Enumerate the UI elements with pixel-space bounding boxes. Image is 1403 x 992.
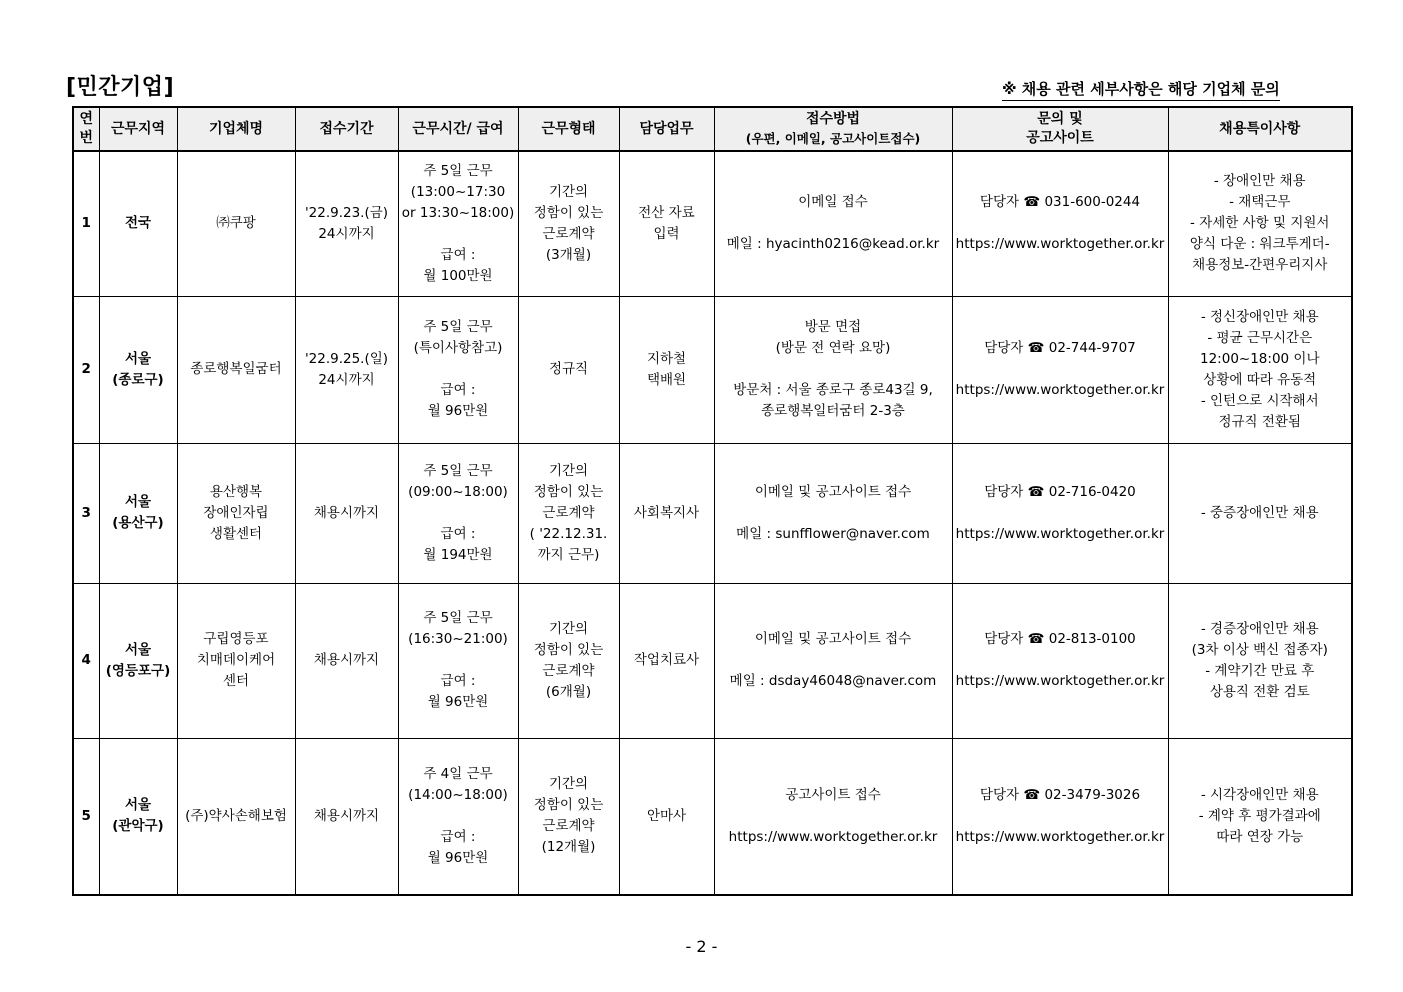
duty-line: 전산 자료: [638, 204, 695, 221]
contact-line: 담당자 ☎ 031-600-0244: [979, 194, 1141, 211]
contact-line: [956, 213, 1165, 234]
type-line: 기간의: [548, 183, 589, 200]
cell-period: [295, 443, 398, 583]
type-line: ( '22.12.31.: [529, 525, 608, 542]
notes-line: - 정신장애인만 채용: [1200, 308, 1319, 325]
hours-line: 급여 :: [440, 828, 476, 845]
notes-line: - 시각장애인만 채용: [1200, 786, 1319, 803]
page-number: - 2 -: [685, 937, 718, 956]
table-row: [73, 443, 1352, 583]
cell-duty: [619, 151, 714, 296]
duty-line: 입력: [653, 225, 680, 242]
cell-duty: [619, 738, 714, 895]
header-type: 근무형태: [518, 107, 619, 151]
hours-line: 급여 :: [440, 525, 476, 542]
cell-notes: [1168, 151, 1352, 296]
cell-method: [714, 738, 952, 895]
cell-method: [714, 151, 952, 296]
contact-line: 담당자 ☎ 02-3479-3026: [979, 786, 1141, 803]
hours-line: (16:30~21:00): [408, 631, 508, 647]
contact-line: [956, 806, 1165, 827]
hours-line: 급여 :: [440, 246, 476, 263]
type-line: 근로계약: [542, 225, 595, 242]
region-line: 서울: [124, 494, 152, 510]
cell-method: [714, 443, 952, 583]
method-line: 메일 : sunfflower@naver.com: [736, 525, 930, 542]
type-line: 근로계약: [542, 662, 595, 679]
cell-no: 2: [73, 296, 99, 443]
notes-line: - 인턴으로 시작해서: [1200, 392, 1319, 409]
type-line: (12개월): [541, 839, 596, 856]
cell-period: [295, 583, 398, 738]
contact-line: https://www.worktogether.or.kr: [955, 382, 1165, 398]
duty-line: 사회복지사: [633, 504, 700, 521]
hours-line: 주 5일 근무: [423, 162, 493, 179]
cell-hours: [398, 151, 518, 296]
type-line: 정함이 있는: [533, 797, 604, 814]
hours-line: (14:00~18:00): [408, 786, 508, 803]
job-listing-table: [72, 106, 1353, 896]
header-period: 접수기간: [295, 107, 398, 151]
duty-line: 지하철: [646, 350, 687, 367]
company-line: 장애인자립: [203, 504, 269, 521]
cell-region: [99, 151, 177, 296]
hours-line: 주 5일 근무: [423, 319, 493, 335]
region-line: 서울: [124, 350, 152, 367]
company-line: 센터: [222, 673, 250, 689]
notes-line: 12:00~18:00 이나: [1200, 350, 1320, 367]
cell-company: [177, 151, 295, 296]
method-line: 방문처 : 서울 종로구 종로43길 9,: [733, 382, 933, 398]
cell-region: [99, 738, 177, 895]
method-line: [718, 650, 949, 671]
period-line: 24시까지: [318, 371, 375, 388]
cell-type: [518, 151, 619, 296]
method-line: [718, 359, 949, 380]
cell-region: [99, 443, 177, 583]
cell-region: [99, 296, 177, 443]
company-line: 구립영등포: [203, 631, 269, 647]
type-line: (3개월): [545, 246, 592, 263]
method-line: 이메일 접수: [798, 194, 868, 211]
region-line: (용산구): [112, 515, 164, 531]
cell-type: [518, 583, 619, 738]
contact-line: https://www.worktogether.or.kr: [955, 828, 1165, 845]
method-line: 이메일 및 공고사이트 접수: [754, 483, 912, 500]
notes-line: 상용직 전환 검토: [1209, 683, 1310, 700]
cell-hours: [398, 583, 518, 738]
type-line: (6개월): [545, 683, 592, 700]
cell-no: 5: [73, 738, 99, 895]
notes-line: - 평균 근무시간은: [1207, 329, 1313, 346]
period-line: '22.9.23.(금): [304, 204, 389, 221]
contact-line: [956, 650, 1165, 671]
notes-line: 따라 연장 가능: [1216, 828, 1304, 845]
hours-line: 주 5일 근무: [423, 610, 493, 626]
cell-contact: [952, 151, 1168, 296]
cell-hours: [398, 443, 518, 583]
region-line: (영등포구): [105, 662, 171, 679]
header-hours: 근무시간/ 급여: [398, 107, 518, 151]
method-line: 공고사이트 접수: [785, 786, 881, 803]
method-line: [718, 213, 949, 234]
type-line: 정함이 있는: [533, 204, 604, 221]
cell-hours: [398, 296, 518, 443]
notes-line: - 재택근무: [1229, 194, 1291, 211]
notes-line: 양식 다운 : 워크투게더-: [1189, 236, 1330, 253]
method-line: [718, 806, 949, 827]
method-line: 메일 : dsday46048@naver.com: [729, 673, 937, 689]
company-line: 용산행복: [209, 483, 263, 500]
table-row: [73, 151, 1352, 296]
hours-line: 주 4일 근무: [423, 765, 493, 782]
cell-duty: [619, 583, 714, 738]
region-line: 서울: [124, 797, 152, 814]
cell-notes: [1168, 738, 1352, 895]
header-notes: 채용특이사항: [1168, 107, 1352, 151]
period-line: 채용시까지: [313, 652, 380, 668]
hours-line: 월 96만원: [427, 403, 489, 419]
region-line: 전국: [124, 215, 152, 232]
table-row: [73, 738, 1352, 895]
contact-line: https://www.worktogether.or.kr: [955, 673, 1165, 689]
contact-line: 담당자 ☎ 02-716-0420: [984, 483, 1136, 500]
hours-line: (09:00~18:00): [408, 483, 508, 500]
type-line: 정함이 있는: [533, 641, 604, 658]
duty-line: 택배원: [646, 371, 687, 388]
cell-notes: [1168, 443, 1352, 583]
notes-line: (3차 이상 백신 접종자): [1191, 641, 1328, 658]
method-line: 메일 : hyacinth0216@kead.or.kr: [726, 236, 940, 253]
notes-line: 상황에 따라 유동적: [1203, 371, 1317, 388]
cell-method: [714, 296, 952, 443]
type-line: 기간의: [548, 462, 589, 479]
company-line: (주)약사손해보험: [185, 807, 287, 824]
method-line: 이메일 및 공고사이트 접수: [754, 631, 912, 647]
hours-line: 급여 :: [440, 673, 476, 689]
hours-line: 월 100만원: [423, 267, 493, 284]
method-line: 종로행복일터굼터 2-3층: [761, 403, 905, 419]
header-contact: 문의 및 공고사이트: [952, 107, 1168, 151]
hours-line: 월 96만원: [427, 694, 489, 710]
cell-type: [518, 296, 619, 443]
cell-period: [295, 738, 398, 895]
hours-line: 주 5일 근무: [423, 462, 493, 479]
company-line: ㈜쿠팡: [216, 215, 256, 232]
period-line: 채용시까지: [313, 807, 380, 824]
type-line: 근로계약: [542, 504, 595, 521]
method-line: [718, 503, 949, 524]
hours-line: [402, 650, 515, 671]
hours-line: [402, 224, 515, 245]
contact-line: https://www.worktogether.or.kr: [955, 236, 1165, 253]
period-line: 채용시까지: [313, 504, 380, 521]
cell-contact: [952, 296, 1168, 443]
hours-line: [402, 503, 515, 524]
notes-line: - 경증장애인만 채용: [1200, 620, 1319, 637]
cell-duty: [619, 296, 714, 443]
cell-no: 3: [73, 443, 99, 583]
cell-period: [295, 296, 398, 443]
hours-line: (특이사항참고): [413, 340, 503, 356]
table-header-row: [73, 107, 1352, 151]
cell-company: [177, 443, 295, 583]
method-line: 방문 면접: [804, 319, 862, 335]
header-no: 연 번: [73, 107, 99, 151]
table-row: [73, 583, 1352, 738]
cell-company: [177, 583, 295, 738]
cell-notes: [1168, 583, 1352, 738]
hours-line: 급여 :: [440, 382, 476, 398]
notes-line: 정규직 전환됨: [1218, 413, 1302, 430]
type-line: 정함이 있는: [533, 483, 604, 500]
company-line: 생활센터: [209, 525, 263, 542]
notes-line: - 자세한 사항 및 지원서: [1190, 215, 1330, 232]
notes-line: - 계약기간 만료 후: [1205, 662, 1315, 679]
region-line: (관악구): [112, 818, 164, 835]
table-row: [73, 296, 1352, 443]
inquiry-notice: ※ 채용 관련 세부사항은 해당 기업체 문의: [1002, 78, 1280, 101]
cell-method: [714, 583, 952, 738]
method-line: (방문 전 연락 요망): [775, 340, 891, 356]
contact-line: 담당자 ☎ 02-744-9707: [984, 340, 1136, 356]
contact-line: [956, 359, 1165, 380]
cell-notes: [1168, 296, 1352, 443]
period-line: 24시까지: [318, 225, 375, 242]
region-line: (종로구): [112, 371, 164, 388]
type-line: 근로계약: [542, 818, 595, 835]
cell-company: [177, 738, 295, 895]
duty-line: 안마사: [646, 807, 687, 824]
type-line: 기간의: [548, 620, 589, 637]
cell-no: 4: [73, 583, 99, 738]
cell-contact: [952, 738, 1168, 895]
cell-type: [518, 738, 619, 895]
method-line: https://www.worktogether.or.kr: [728, 828, 938, 845]
company-line: 종로행복일굼터: [190, 361, 282, 377]
cell-contact: [952, 443, 1168, 583]
hours-line: 월 194만원: [423, 546, 493, 563]
header-region: 근무지역: [99, 107, 177, 151]
cell-hours: [398, 738, 518, 895]
header-method: 접수방법 (우편, 이메일, 공고사이트접수): [714, 107, 952, 151]
hours-line: 월 96만원: [427, 849, 489, 866]
cell-region: [99, 583, 177, 738]
cell-company: [177, 296, 295, 443]
hours-line: or 13:30~18:00): [401, 204, 515, 221]
contact-line: [956, 503, 1165, 524]
cell-no: 1: [73, 151, 99, 296]
notes-line: - 계약 후 평가결과에: [1198, 807, 1321, 824]
duty-line: 작업치료사: [633, 652, 700, 668]
section-title: [민간기업]: [66, 75, 175, 100]
header-duty: 담당업무: [619, 107, 714, 151]
contact-line: https://www.worktogether.or.kr: [955, 525, 1165, 542]
notes-line: - 중증장애인만 채용: [1200, 504, 1319, 521]
notes-line: - 장애인만 채용: [1213, 173, 1306, 190]
company-line: 치매데이케어: [196, 652, 276, 668]
type-line: 기간의: [548, 776, 589, 793]
cell-type: [518, 443, 619, 583]
hours-line: (13:00~17:30: [410, 183, 506, 200]
header-company: 기업체명: [177, 107, 295, 151]
cell-period: [295, 151, 398, 296]
notes-line: 채용정보-간편우리지사: [1192, 257, 1328, 274]
hours-line: [402, 359, 515, 380]
cell-duty: [619, 443, 714, 583]
period-line: '22.9.25.(일): [304, 350, 389, 367]
type-line: 정규직: [548, 361, 589, 377]
hours-line: [402, 806, 515, 827]
region-line: 서울: [124, 641, 152, 658]
type-line: 까지 근무): [537, 546, 600, 563]
contact-line: 담당자 ☎ 02-813-0100: [984, 631, 1136, 647]
cell-contact: [952, 583, 1168, 738]
